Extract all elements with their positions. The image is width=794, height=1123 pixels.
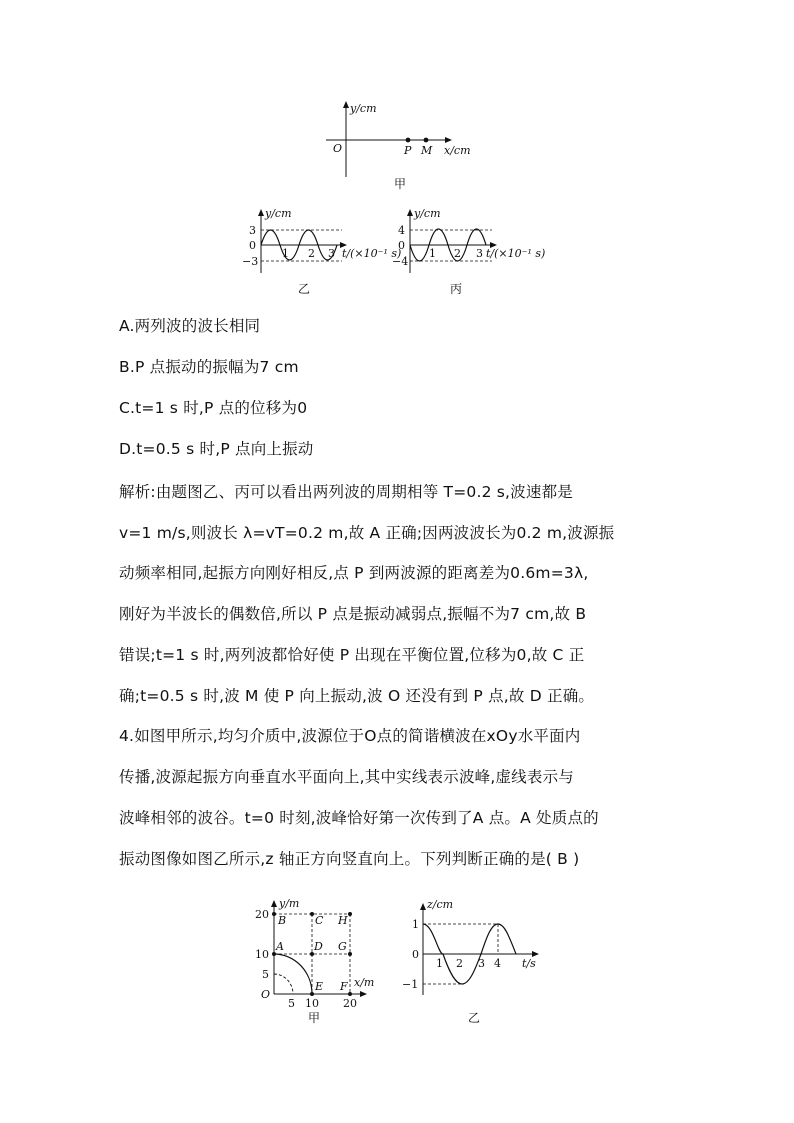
crest-arc	[274, 954, 312, 994]
origin-label: O	[261, 988, 271, 1001]
point-h-label: H	[338, 914, 348, 927]
y-tick-neg3: −3	[242, 255, 259, 268]
x-axis-arrow	[360, 991, 367, 997]
y-axis-label: y/cm	[265, 207, 292, 220]
y-axis-label: y/cm	[414, 207, 441, 220]
question-4-line-3: 波峰相邻的波谷。t=0 时刻,波峰恰好第一次传到了A 点。A 处质点的	[119, 809, 599, 827]
y-axis-arrow	[258, 209, 264, 216]
point-g-dot	[348, 952, 352, 956]
analysis-line-5: 错误;t=1 s 时,两列波都恰好使 P 出现在平衡位置,位移为0,故 C 正	[119, 646, 585, 664]
z-tick-1: 1	[412, 918, 419, 931]
figure-jia-bottom-svg	[250, 895, 390, 1025]
question-4-line-2: 传播,波源起振方向垂直水平面向上,其中实线表示波峰,虚线表示与	[119, 768, 574, 786]
x-axis-arrow	[445, 137, 452, 143]
point-m-dot	[424, 138, 429, 143]
point-b-dot	[272, 912, 276, 916]
y-tick-neg4: −4	[392, 255, 409, 268]
y-tick-20: 20	[255, 908, 269, 921]
figure-caption: 甲	[308, 1011, 321, 1025]
z-axis-arrow	[420, 903, 426, 910]
figure-caption: 甲	[394, 177, 407, 191]
t-tick-4: 4	[494, 957, 501, 970]
figure-caption: 丙	[450, 282, 463, 296]
t-tick-3: 3	[476, 247, 483, 260]
t-axis-label: t/s	[522, 957, 536, 970]
figure-jia-top-svg	[300, 95, 500, 195]
z-tick-0: 0	[412, 948, 419, 961]
t-tick-2: 2	[454, 247, 461, 260]
question-4-line-1: 4.如图甲所示,均匀介质中,波源位于O点的简谐横波在xOy水平面内	[119, 727, 581, 745]
point-a-label: A	[276, 940, 284, 953]
figure-yi-top-svg	[242, 205, 412, 300]
analysis-line-3: 动频率相同,起振方向刚好相反,点 P 到两波源的距离差为0.6m=3λ,	[119, 564, 589, 582]
point-m-label: M	[421, 144, 433, 157]
figure-caption: 乙	[298, 282, 311, 296]
option-c: C.t=1 s 时,P 点的位移为0	[119, 399, 308, 417]
point-c-label: C	[315, 914, 324, 927]
x-tick-20: 20	[343, 997, 357, 1010]
trough-arc	[274, 974, 293, 994]
y-axis-arrow	[343, 101, 349, 108]
point-e-dot	[310, 992, 314, 996]
z-axis-label: z/cm	[427, 898, 454, 911]
point-f-dot	[348, 992, 352, 996]
y-tick-4: 4	[398, 224, 405, 237]
y-tick-3: 3	[249, 224, 256, 237]
point-e-label: E	[315, 980, 324, 993]
figure-bing	[392, 205, 557, 300]
option-b: B.P 点振动的振幅为7 cm	[119, 358, 299, 376]
point-h-dot	[348, 912, 352, 916]
t-tick-2: 2	[456, 957, 463, 970]
figure-jia-bottom	[250, 895, 390, 1025]
y-axis-arrow	[271, 900, 277, 907]
point-b-label: B	[278, 914, 287, 927]
point-d-label: D	[314, 940, 323, 953]
point-c-dot	[310, 912, 314, 916]
t-tick-1: 1	[429, 247, 436, 260]
y-tick-0: 0	[398, 239, 405, 252]
t-tick-3: 3	[328, 247, 335, 260]
t-axis-label: t/(×10⁻¹ s)	[342, 247, 402, 260]
y-axis-label: y/m	[279, 897, 300, 910]
question-4-line-4: 振动图像如图乙所示,z 轴正方向竖直向上。下列判断正确的是( B )	[119, 850, 580, 868]
y-axis-arrow	[407, 209, 413, 216]
figure-caption: 乙	[468, 1011, 481, 1025]
origin-label: O	[333, 142, 343, 155]
t-axis-label: t/(×10⁻¹ s)	[486, 247, 546, 260]
x-axis-label: x/m	[354, 976, 375, 989]
figure-yi-bottom-svg	[400, 895, 550, 1025]
x-axis-label: x/cm	[444, 144, 471, 157]
x-tick-5: 5	[288, 997, 295, 1010]
analysis-line-1: 解析:由题图乙、丙可以看出两列波的周期相等 T=0.2 s,波速都是	[119, 483, 573, 501]
figure-jia-top	[300, 95, 500, 195]
z-tick-neg1: −1	[402, 978, 419, 991]
figure-yi-top	[242, 205, 412, 300]
option-d: D.t=0.5 s 时,P 点向上振动	[119, 440, 314, 458]
t-tick-1: 1	[436, 957, 443, 970]
point-p-label: P	[404, 144, 412, 157]
y-axis-label: y/cm	[350, 102, 377, 115]
point-g-label: G	[338, 940, 347, 953]
y-tick-5: 5	[262, 968, 269, 981]
t-tick-2: 2	[308, 247, 315, 260]
analysis-line-6: 确;t=0.5 s 时,波 M 使 P 向上振动,波 O 还没有到 P 点,故 D 正确。	[119, 687, 595, 705]
y-tick-0: 0	[249, 239, 256, 252]
t-tick-3: 3	[478, 957, 485, 970]
point-p-dot	[406, 138, 411, 143]
figure-bing-svg	[392, 205, 557, 300]
t-tick-1: 1	[282, 247, 289, 260]
analysis-line-4: 刚好为半波长的偶数倍,所以 P 点是振动减弱点,振幅不为7 cm,故 B	[119, 605, 587, 623]
analysis-line-2: v=1 m/s,则波长 λ=vT=0.2 m,故 A 正确;因两波波长为0.2 m,波源振	[119, 524, 615, 542]
y-tick-10: 10	[255, 948, 269, 961]
point-f-label: F	[340, 980, 348, 993]
x-tick-10: 10	[305, 997, 319, 1010]
option-a: A.两列波的波长相同	[119, 317, 261, 335]
figure-yi-bottom	[400, 895, 550, 1025]
